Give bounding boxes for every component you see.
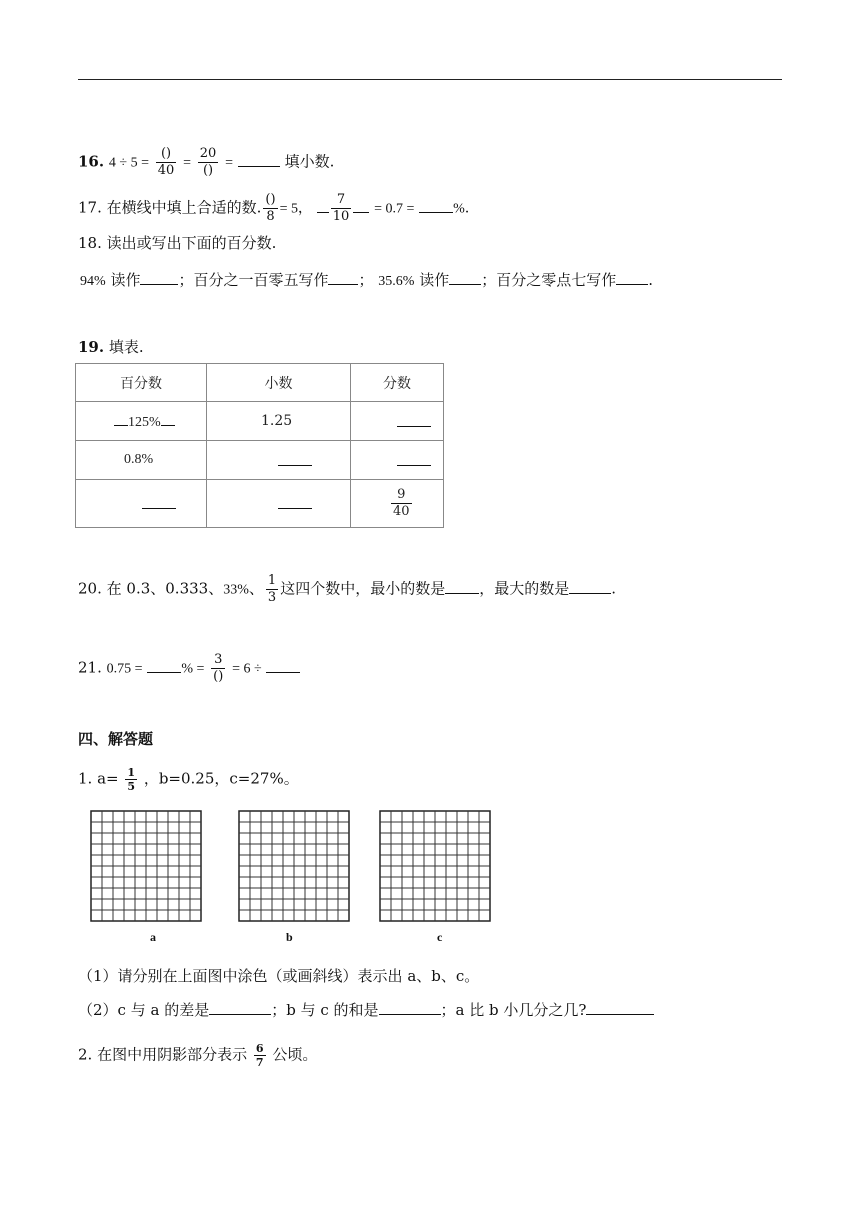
- problem-2: 2. 在图中用阴影部分表示 $\frac{6}{7}$ 公顷。: [78, 1042, 318, 1069]
- answer-blank[interactable]: [397, 451, 431, 466]
- question-number: 18.: [78, 234, 102, 252]
- grid-a[interactable]: [90, 810, 202, 928]
- fraction: $\frac{()}{8}$: [265, 192, 276, 224]
- question-number: 20.: [78, 579, 102, 598]
- grid-label: c: [437, 930, 443, 944]
- answer-blank[interactable]: [328, 270, 358, 285]
- table-cell: [351, 402, 444, 441]
- question-19: [78, 337, 144, 357]
- answer-blank[interactable]: [317, 198, 329, 213]
- fraction: $\frac{6}{7}$: [255, 1042, 264, 1069]
- answer-blank[interactable]: [586, 1000, 654, 1015]
- grid-label: a: [150, 930, 156, 944]
- answer-blank[interactable]: [379, 1000, 441, 1015]
- question-number: 17.: [78, 198, 102, 217]
- table-cell: [351, 441, 444, 480]
- answer-blank[interactable]: [147, 658, 181, 673]
- answer-blank[interactable]: [449, 270, 481, 285]
- answer-blank[interactable]: [140, 270, 178, 285]
- hundred-grid: [90, 810, 202, 924]
- fraction: $\frac{3}{()}$: [213, 652, 224, 684]
- answer-blank[interactable]: [397, 412, 431, 427]
- table-header: 分数: [351, 364, 444, 402]
- answer-blank[interactable]: [445, 579, 479, 594]
- table-cell: 0.8%: [76, 441, 207, 480]
- answer-blank[interactable]: [419, 198, 453, 213]
- answer-blank[interactable]: [278, 494, 312, 509]
- question-21: 21. 0.75 = % = $\frac{3}{()}$ = 6 ÷: [78, 652, 300, 685]
- hundred-grid: [379, 810, 491, 924]
- table-cell: 125%: [76, 402, 207, 441]
- table-cell: 1.25: [207, 402, 351, 441]
- answer-blank[interactable]: [209, 1000, 271, 1015]
- answer-blank[interactable]: [278, 451, 312, 466]
- problem-1: 1. a= $\frac{1}{5}$ ，b=0.25，c=27%。: [78, 766, 299, 793]
- table-header: 小数: [207, 364, 351, 402]
- hundred-grid: [238, 810, 350, 924]
- question-number: 21.: [78, 658, 102, 677]
- table-cell: [351, 480, 444, 528]
- answer-blank[interactable]: [353, 198, 369, 213]
- conversion-table: [75, 363, 444, 528]
- grid-b[interactable]: [238, 810, 350, 928]
- expression: 4 ÷ 5 =: [108, 155, 149, 171]
- section-title: 四、解答题: [78, 730, 154, 748]
- problem-1-part-1: （1）请分别在上面图中涂色（或画斜线）表示出 a、b、c。: [78, 967, 480, 985]
- grid-label: b: [286, 930, 293, 944]
- question-text: 读出或写出下面的百分数.: [106, 234, 277, 252]
- answer-blank[interactable]: [569, 579, 611, 594]
- table-cell: [76, 480, 207, 528]
- table-cell: [207, 480, 351, 528]
- table-cell: [207, 441, 351, 480]
- fraction: $\frac{20}{()}$: [199, 146, 217, 178]
- fraction: $\frac{9}{40}$: [393, 487, 410, 519]
- answer-blank[interactable]: [616, 270, 648, 285]
- fraction: $\frac{1}{3}$: [267, 573, 277, 605]
- question-20: 20. 在 0.3、0.333、33%、 $\frac{1}{3}$ 这四个数中，最小的数是 ，最大的数是 .: [78, 573, 616, 605]
- question-18-line: 94% 读作 ；百分之一百零五写作 ； 35.6% 读作 ；百分之零点七写作 .: [80, 271, 654, 289]
- question-number: 16.: [78, 152, 105, 171]
- question-number: 19.: [78, 338, 105, 356]
- fraction: $\frac{7}{10}$: [332, 192, 350, 224]
- answer-blank[interactable]: [266, 658, 300, 673]
- question-text: 填表.: [108, 338, 144, 356]
- instruction: 填小数.: [284, 152, 335, 171]
- header-rule: [78, 79, 782, 80]
- grid-c[interactable]: [379, 810, 491, 928]
- fraction: $\frac{1}{5}$: [127, 766, 136, 793]
- question-text: 在横线中填上合适的数.: [106, 198, 262, 217]
- answer-blank[interactable]: [238, 152, 280, 167]
- problem-1-part-2: （2）c 与 a 的差是 ；b 与 c 的和是 ；a 比 b 小几分之几?: [78, 1000, 654, 1020]
- fraction: $\frac{()}{40}$: [157, 146, 175, 178]
- question-18: [78, 233, 276, 253]
- question-17: 17. 在横线中填上合适的数. $\frac{()}{8}$ = 5， $\frac{7}{10}$ = 0.7 = %．: [78, 192, 479, 224]
- answer-blank[interactable]: [142, 494, 176, 509]
- table-header: 百分数: [76, 364, 207, 402]
- question-16: 16. 4 ÷ 5 = $\frac{()}{40}$ = $\frac{20}{()}$ = 填小数.: [78, 146, 335, 178]
